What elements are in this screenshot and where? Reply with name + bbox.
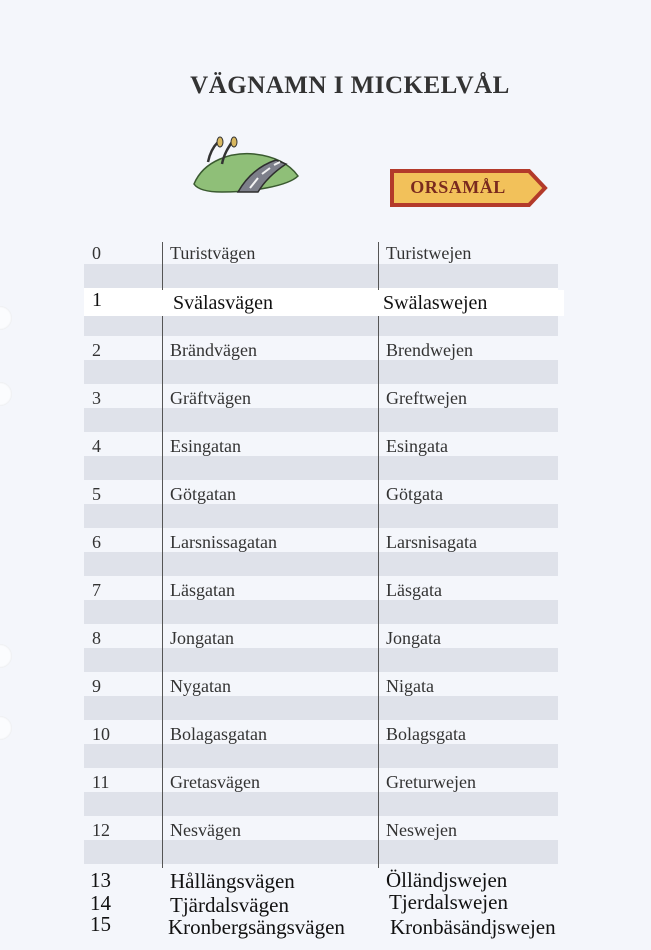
row-number: 0 <box>92 243 101 263</box>
table-band <box>84 360 558 384</box>
row-number: 10 <box>92 724 110 744</box>
swedish-name: Nygatan <box>170 676 231 696</box>
swedish-name: Götgatan <box>170 484 236 504</box>
orsamal-name: Neswejen <box>386 820 457 840</box>
row-number: 5 <box>92 484 101 504</box>
table-band <box>84 408 558 432</box>
orsamal-name: Läsgata <box>386 580 442 600</box>
row-number: 13 <box>90 868 111 892</box>
row-number: 11 <box>92 772 110 792</box>
table-band <box>84 840 558 864</box>
orsamal-name: Larsnisagata <box>386 532 477 552</box>
swedish-name: Svälasvägen <box>173 292 273 314</box>
swedish-name: Gretasvägen <box>170 772 260 792</box>
orsamal-name: Esingata <box>386 436 448 456</box>
row-number: 15 <box>90 912 111 936</box>
sign-label: ORSAMÅL <box>410 177 506 197</box>
orsamal-name: Bolagsgata <box>386 724 466 744</box>
swedish-name: Kronbergsängsvägen <box>168 915 345 939</box>
row-number: 9 <box>92 676 101 696</box>
table-band <box>84 744 558 768</box>
orsamal-name: Ölländjswejen <box>386 868 508 892</box>
orsamal-name: Jongata <box>386 628 441 648</box>
punch-hole <box>0 716 12 740</box>
orsamal-name: Brendwejen <box>386 340 473 360</box>
row-number: 8 <box>92 628 101 648</box>
column-divider <box>162 242 163 868</box>
table-band <box>84 696 558 720</box>
column-divider <box>378 242 379 868</box>
row-number: 3 <box>92 388 101 408</box>
table-band <box>84 600 558 624</box>
street-name-table <box>84 240 558 866</box>
orsamal-name: Greftwejen <box>386 388 467 408</box>
orsamal-name: Nigata <box>386 676 434 696</box>
swedish-name: Bolagasgatan <box>170 724 267 744</box>
table-band <box>84 456 558 480</box>
page-title: VÄGNAMN I MICKELVÅL <box>190 72 510 99</box>
punch-hole <box>0 644 12 668</box>
swedish-name: Hållängsvägen <box>170 869 295 893</box>
row-number: 14 <box>90 891 111 915</box>
row-number: 6 <box>92 532 101 552</box>
table-band <box>84 552 558 576</box>
swedish-name: Läsgatan <box>170 580 235 600</box>
swedish-name: Jongatan <box>170 628 234 648</box>
row-number: 1 <box>92 289 102 311</box>
swedish-name: Brändvägen <box>170 340 257 360</box>
row-number: 12 <box>92 820 110 840</box>
orsamal-name: Tjerdalswejen <box>389 890 508 914</box>
table-band <box>84 264 558 288</box>
orsamal-name: Turistwejen <box>386 243 472 263</box>
table-band <box>84 648 558 672</box>
punch-hole <box>0 306 12 330</box>
punch-hole <box>0 382 12 406</box>
swedish-name: Tjärdalsvägen <box>170 893 289 917</box>
table-band <box>84 792 558 816</box>
orsamal-name: Kronbäsändjswejen <box>390 915 556 939</box>
swedish-name: Larsnissagatan <box>170 532 277 552</box>
swedish-name: Turistvägen <box>170 243 256 263</box>
orsamal-name: Swälaswejen <box>383 292 488 314</box>
orsamal-name: Götgata <box>386 484 443 504</box>
row-number: 4 <box>92 436 101 456</box>
swedish-name: Nesvägen <box>170 820 241 840</box>
table-band <box>84 504 558 528</box>
row-number: 2 <box>92 340 101 360</box>
highlighted-row <box>84 290 564 316</box>
orsamal-name: Greturwejen <box>386 772 476 792</box>
swedish-name: Gräftvägen <box>170 388 251 408</box>
swedish-name: Esingatan <box>170 436 241 456</box>
row-number: 7 <box>92 580 101 600</box>
road-hill-illustration-icon <box>192 134 302 198</box>
